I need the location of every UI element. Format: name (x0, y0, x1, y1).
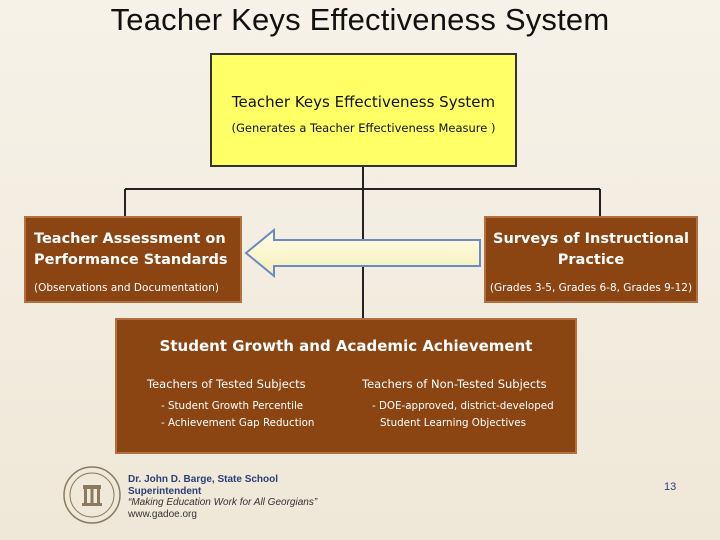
top-box-heading: Teacher Keys Effectiveness System (231, 93, 496, 111)
performance-standards-heading (34, 229, 228, 271)
non-tested-subjects-heading: Teachers of Non-Tested Subjects (362, 377, 547, 391)
footer-credit (128, 474, 317, 520)
footer-name-line2: Superintendent (128, 485, 202, 497)
performance-standards-sub: (Observations and Documentation) (34, 282, 219, 294)
tested-subjects-heading: Teachers of Tested Subjects (147, 377, 306, 391)
non-tested-subjects-list (372, 398, 554, 432)
list-item: - DOE-approved, district-developed (372, 400, 554, 412)
left-arrow-icon (244, 228, 484, 278)
state-seal-logo (62, 465, 122, 525)
performance-standards-box (24, 216, 242, 303)
surveys-heading-line1: Surveys of Instructional (493, 231, 689, 247)
surveys-sub: (Grades 3-5, Grades 6-8, Grades 9-12) (489, 282, 693, 294)
performance-standards-heading-line2: Performance Standards (34, 252, 228, 268)
teacher-keys-system-box (210, 53, 517, 167)
student-growth-box (115, 318, 577, 454)
surveys-heading (486, 229, 696, 271)
student-growth-heading: Student Growth and Academic Achievement (159, 337, 533, 355)
footer-name-line1: Dr. John D. Barge, State School (128, 474, 279, 485)
page-title: Teacher Keys Effectiveness System (110, 2, 610, 37)
footer-slogan: “Making Education Work for All Georgians” (128, 497, 318, 508)
tested-subjects-list (161, 398, 314, 432)
footer-website: www.gadoe.org (128, 508, 197, 520)
page-number: 13 (664, 481, 677, 493)
surveys-heading-line2: Practice (557, 252, 625, 268)
performance-standards-heading-line1: Teacher Assessment on (34, 231, 226, 247)
list-item: - Achievement Gap Reduction (161, 417, 315, 429)
list-item: - Student Growth Percentile (161, 400, 304, 412)
list-item: Student Learning Objectives (380, 417, 526, 429)
top-box-subheading: (Generates a Teacher Effectiveness Measure ) (231, 121, 496, 135)
surveys-box (484, 216, 698, 303)
